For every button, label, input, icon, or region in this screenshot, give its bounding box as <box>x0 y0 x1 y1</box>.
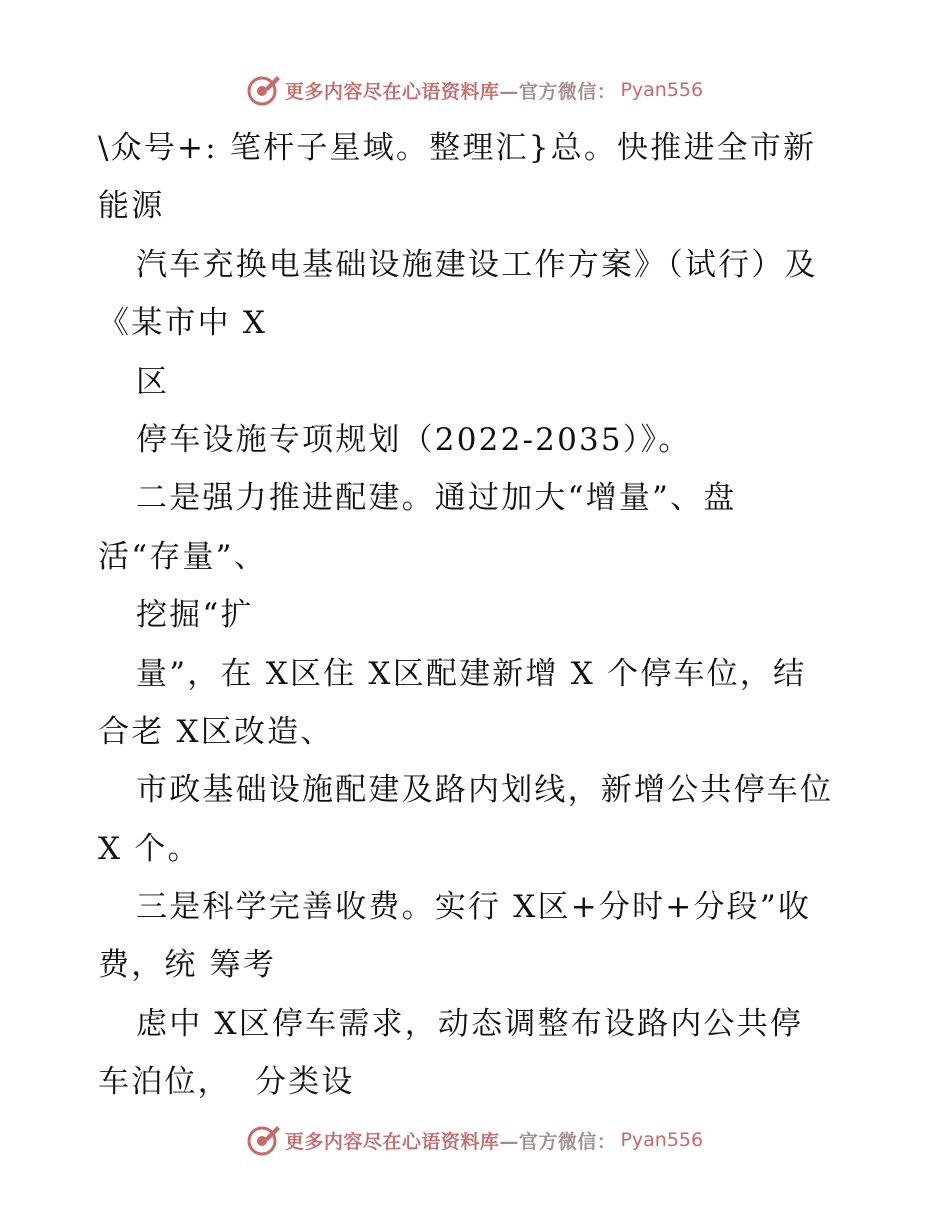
pen-nib-circle-icon <box>247 1123 281 1157</box>
text-line: 挖掘“扩 <box>136 597 254 634</box>
text-line: 停车设施专项规划（2022-2035）》。 <box>136 421 692 458</box>
text-line: 二是强力推进配建。通过加大“增量”、盘 <box>136 480 737 517</box>
text-line: 汽车充换电基础设施建设工作方案》（试行）及 <box>136 246 818 283</box>
banner-site-text: 更多内容尽在心语资料库 <box>284 1130 500 1153</box>
text-line: 活“存量”、 <box>98 538 267 575</box>
text-line: X 个。 <box>98 830 201 867</box>
text-line: 车泊位， 分类设 <box>98 1064 355 1101</box>
header-watermark-banner <box>0 70 950 110</box>
banner-wechat-label: —官方微信： <box>499 1130 617 1153</box>
footer-watermark-banner <box>0 1120 950 1160</box>
document-body <box>98 124 858 1117</box>
banner-wechat-label: —官方微信： <box>499 80 617 103</box>
banner-site-text: 更多内容尽在心语资料库 <box>284 80 500 103</box>
text-line: 量”，在 X区住 X区配建新增 X 个停车位，结 <box>136 655 807 692</box>
pen-nib-circle-icon <box>247 73 281 107</box>
text-line: 虑中 X区停车需求，动态调整布设路内公共停 <box>136 1005 804 1042</box>
text-line: 费，统 筹考 <box>98 947 277 984</box>
text-line: 《某市中 X <box>98 305 268 342</box>
text-line: 区 <box>136 363 170 400</box>
text-line: \众号+: 笔杆子星域。整理汇}总。快推进全市新 <box>98 130 817 166</box>
banner-wechat-id: Pyan556 <box>620 79 704 101</box>
text-line: 三是科学完善收费。实行 X区+分时+分段”收 <box>136 889 812 926</box>
banner-wechat-id: Pyan556 <box>620 1129 704 1151</box>
text-line: 能源 <box>98 188 165 225</box>
text-line: 合老 X区改造、 <box>98 713 334 750</box>
text-line: 市政基础设施配建及路内划线，新增公共停车位 <box>136 772 834 809</box>
